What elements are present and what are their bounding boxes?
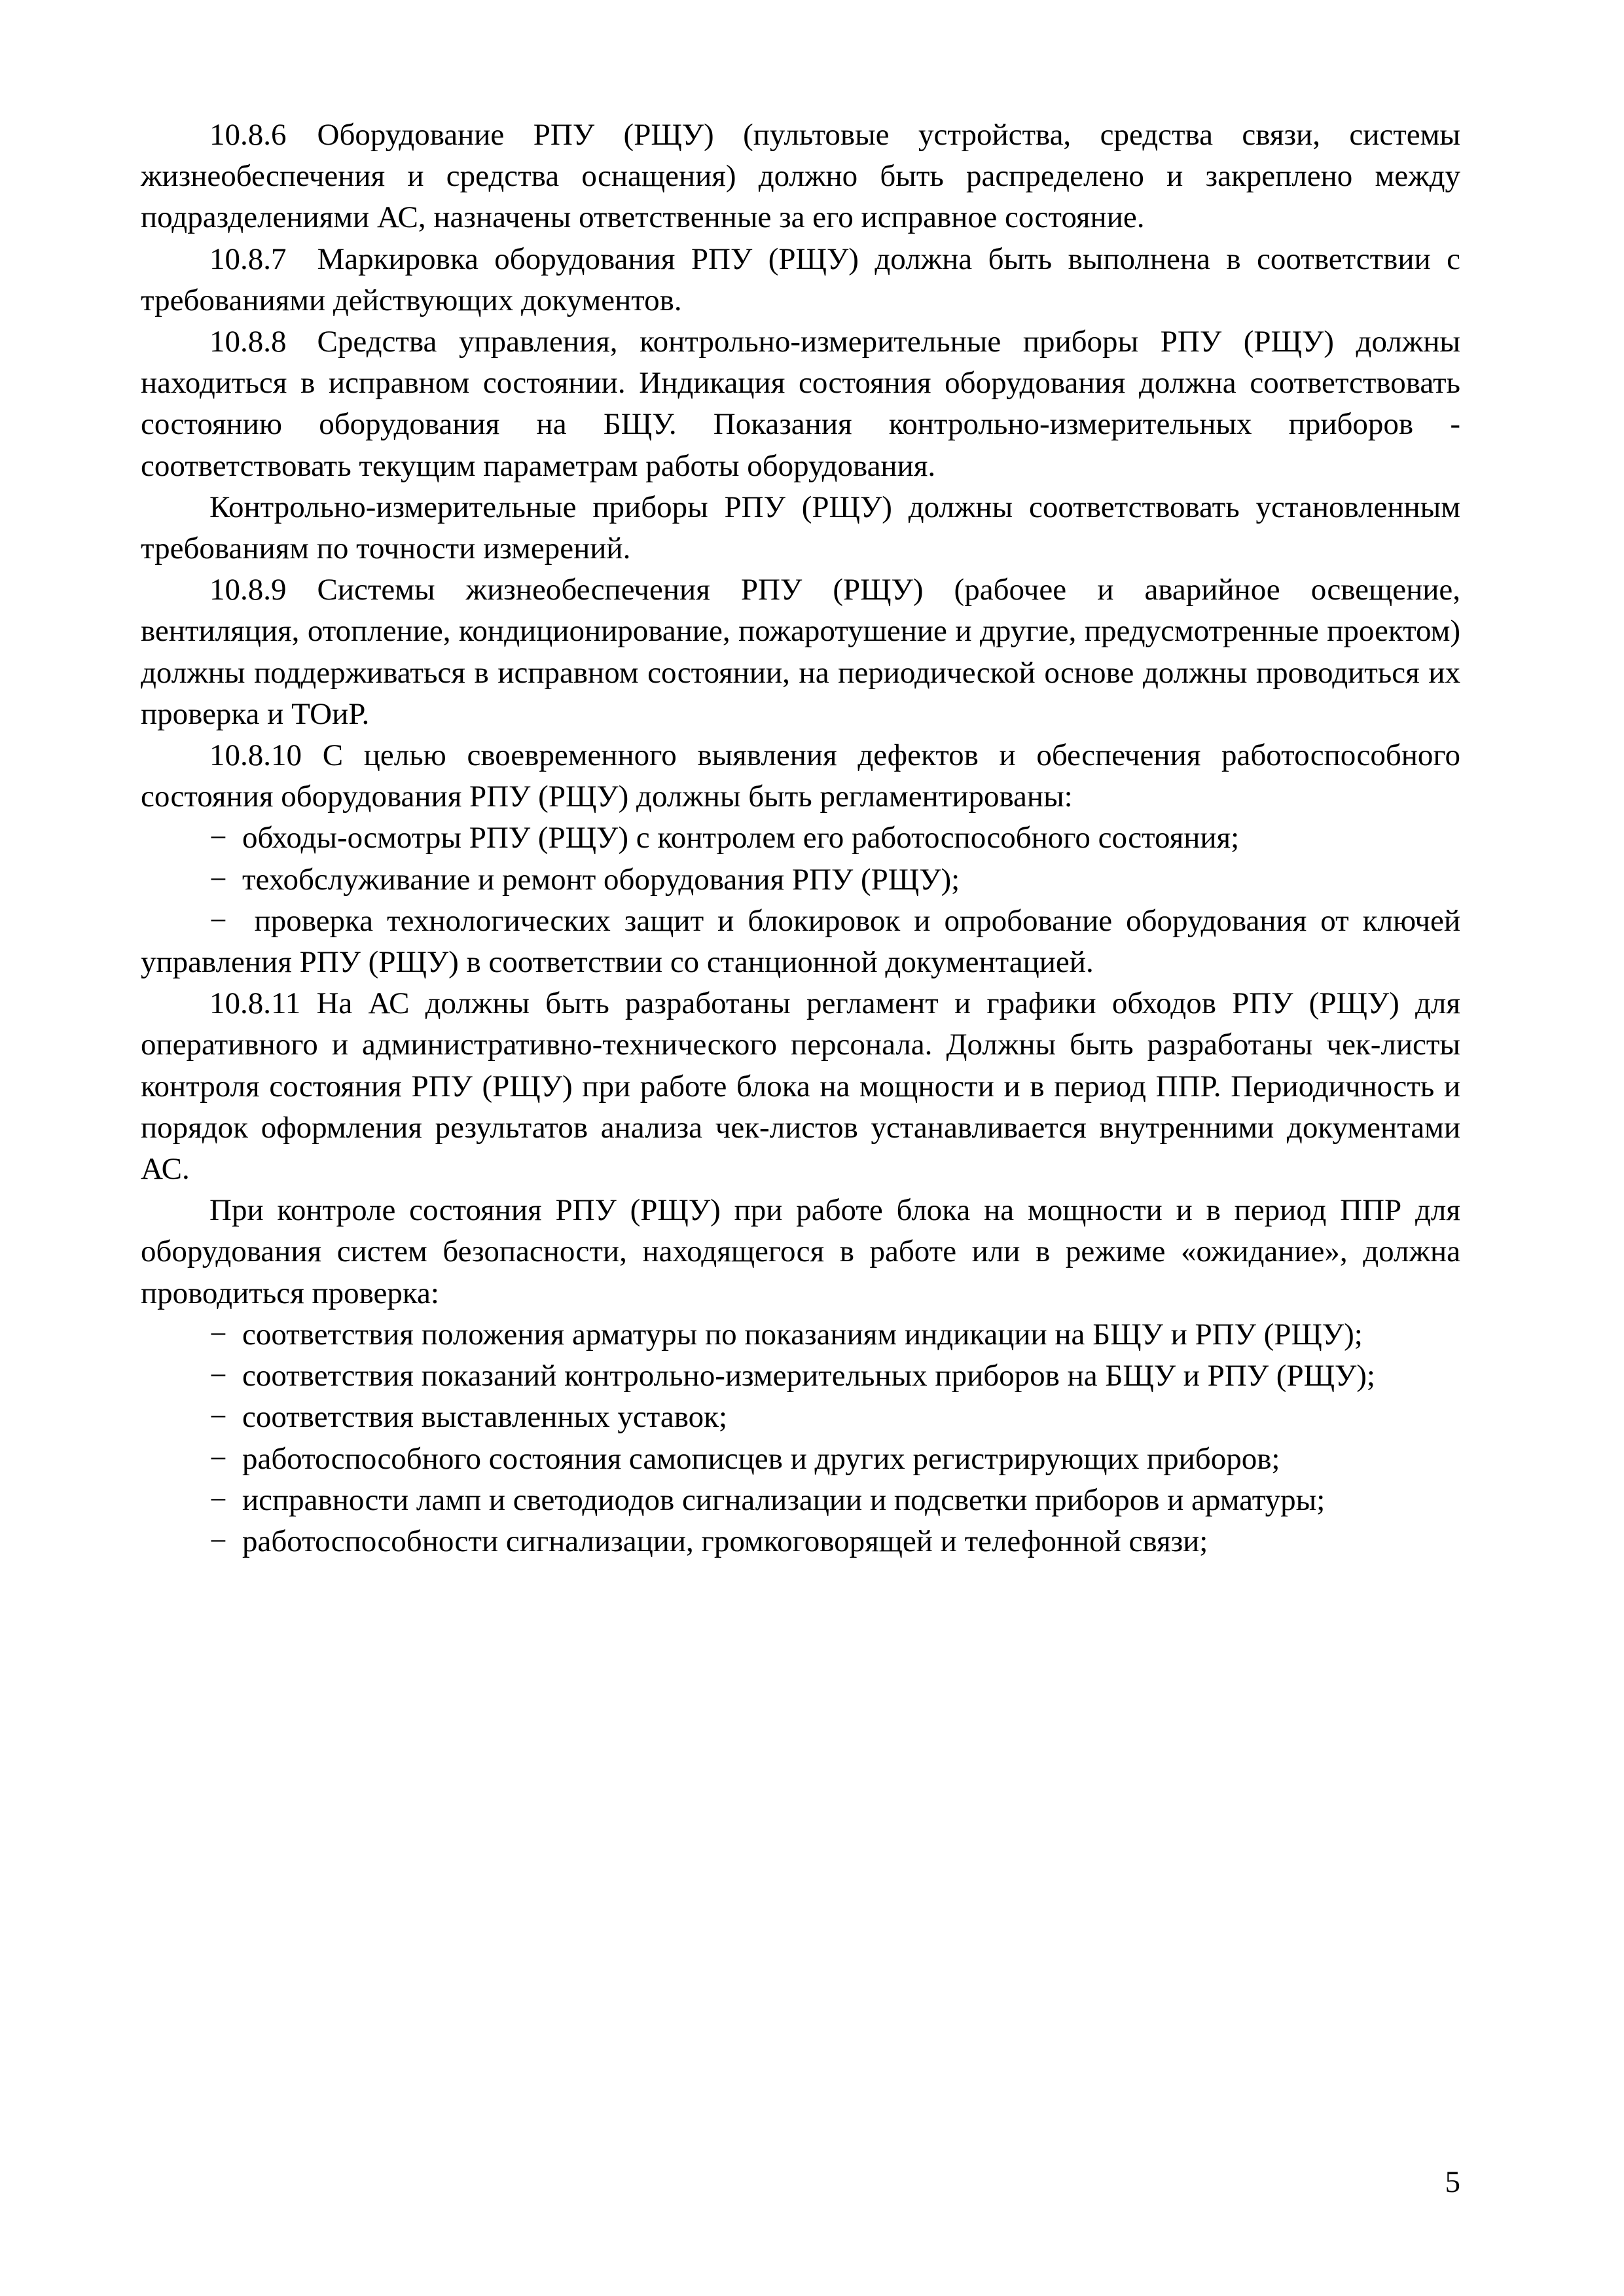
paragraph-10-8-11: 10.8.11 На АС должны быть разработаны регламент и графики обходов РПУ (РЩУ) для оперативного и административно-технического персонала. Должны быть разработаны чек-листы контроля состояния РПУ (РЩУ) при работе блока на мощности и в период ППР. Периодичность и порядок оформления результатов анализа чек-листов устанавливается внутренними документами АС.	[141, 986, 1460, 1187]
list-item	[141, 1480, 1460, 1521]
list-item	[141, 1439, 1460, 1480]
list-item-text: соответствия показаний контрольно-измерительных приборов на БЩУ и РПУ (РЩУ);	[242, 1359, 1375, 1393]
dash-marker: −	[209, 1441, 243, 1476]
list-item	[141, 1521, 1460, 1562]
list-item	[141, 817, 1460, 859]
list-item-text: техобслуживание и ремонт оборудования РПУ (РЩУ);	[242, 862, 960, 897]
paragraph-10-8-8: 10.8.8 Средства управления, контрольно-измерительные приборы РПУ (РЩУ) должны находиться в исправном состоянии. Индикация состояния оборудования должна соответствовать состоянию оборудования на БЩУ. Показания контрольно-измерительных приборов - соответствовать текущим параметрам работы оборудования.	[141, 325, 1460, 483]
dash-marker: −	[209, 1524, 243, 1558]
list-item	[141, 1397, 1460, 1438]
list-item-text: обходы-осмотры РПУ (РЩУ) с контролем его работоспособного состояния;	[242, 821, 1240, 855]
list-item	[141, 1355, 1460, 1397]
dash-marker: −	[209, 903, 255, 938]
list-item-text: соответствия положения арматуры по показаниям индикации на БЩУ и РПУ (РЩУ);	[242, 1317, 1363, 1352]
paragraph-10-8-9: 10.8.9 Системы жизнеобеспечения РПУ (РЩУ) (рабочее и аварийное освещение, вентиляция, отопление, кондиционирование, пожаротушение и другие, предусмотренные проектом) должны поддерживаться в исправном состоянии, на периодической основе должны проводиться их проверка и ТОиР.	[141, 573, 1460, 731]
list-item-text: проверка технологических защит и блокировок и опробование оборудования от ключей управления РПУ (РЩУ) в соответствии со станционной документацией.	[141, 903, 1461, 980]
document-text-body	[141, 115, 1460, 1562]
paragraph-10-8-10: 10.8.10 С целью своевременного выявления дефектов и обеспечения работоспособного состояния оборудования РПУ (РЩУ) должны быть регламентированы:	[141, 738, 1460, 814]
list-item	[141, 859, 1460, 901]
dash-marker: −	[209, 1482, 243, 1517]
dash-marker: −	[209, 1400, 243, 1435]
paragraph-10-8-8-continued: Контрольно-измерительные приборы РПУ (РЩУ) должны соответствовать установленным требованиям по точности измерений.	[141, 490, 1460, 566]
dash-marker: −	[209, 1317, 243, 1352]
list-item-text: работоспособного состояния самописцев и других регистрирующих приборов;	[242, 1441, 1280, 1476]
paragraph-10-8-11-continued: При контроле состояния РПУ (РЩУ) при работе блока на мощности и в период ППР для оборудования систем безопасности, находящегося в работе или в режиме «ожидание», должна проводиться проверка:	[141, 1193, 1460, 1310]
dash-marker: −	[209, 1359, 243, 1393]
list-item	[141, 1314, 1460, 1355]
paragraph-10-8-6: 10.8.6 Оборудование РПУ (РЩУ) (пультовые устройства, средства связи, системы жизнеобеспечения и средства оснащения) должно быть распределено и закреплено между подразделениями АС, назначены ответственные за его исправное состояние.	[141, 118, 1460, 235]
list-item	[141, 901, 1460, 983]
paragraph-10-8-7: 10.8.7 Маркировка оборудования РПУ (РЩУ) должна быть выполнена в соответствии с требованиями действующих документов.	[141, 242, 1460, 317]
list-item-text: работоспособности сигнализации, громкоговорящей и телефонной связи;	[242, 1524, 1208, 1558]
page-number: 5	[1445, 2165, 1460, 2199]
dash-marker: −	[209, 821, 243, 855]
dash-marker: −	[209, 862, 243, 897]
list-item-text: соответствия выставленных уставок;	[242, 1400, 728, 1435]
list-item-text: исправности ламп и светодиодов сигнализации и подсветки приборов и арматуры;	[242, 1482, 1326, 1517]
